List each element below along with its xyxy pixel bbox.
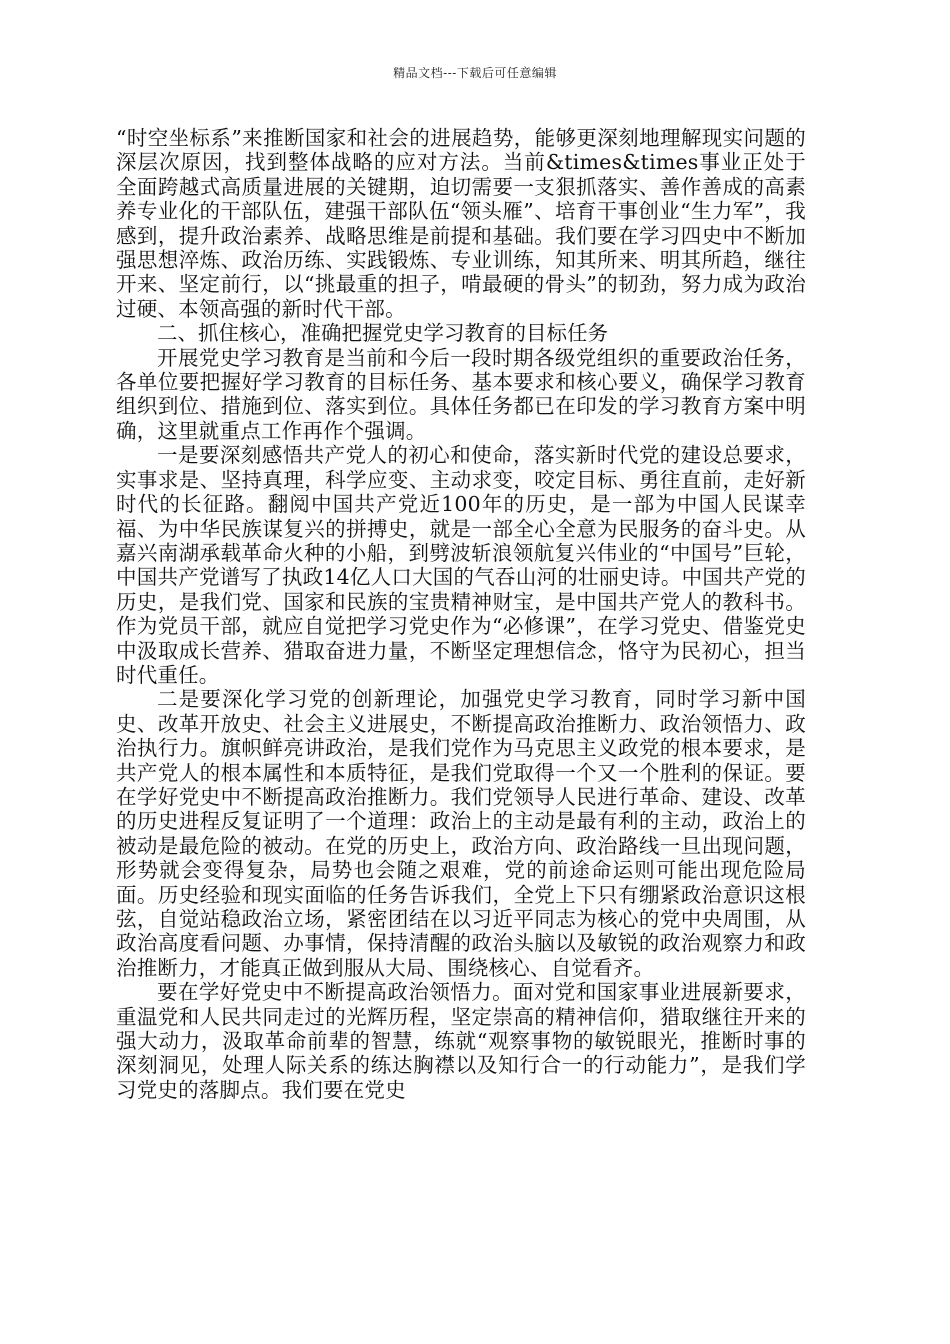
paragraph-5: 要在学好党史中不断提高政治领悟力。面对党和国家事业进展新要求，重温党和人民共同走过的光辉历程，坚定崇高的精神信仰，猎取继往开来的强大动力，汲取革命前辈的智慧，练就“观察事物的敏锐眼光，推断时事的深刻洞见，处理人际关系的练达胸襟以及知行合一的行动能力”，是我们学习党史的落脚点。我们要在党史 bbox=[116, 980, 806, 1102]
paragraph-4: 二是要深化学习党的创新理论，加强党史学习教育，同时学习新中国史、改革开放史、社会主义进展史，不断提高政治推断力、政治领悟力、政治执行力。旗帜鲜亮讲政治，是我们党作为马克思主义政党的根本要求，是共产党人的根本属性和本质特征，是我们党取得一个又一个胜利的保证。要在学好党史中不断提高政治推断力。我们党领导人民进行革命、建设、改革的历史进程反复证明了一个道理：政治上的主动是最有利的主动，政治上的被动是最危险的被动。在党的历史上，政治方向、政治路线一旦出现问题，形势就会变得复杂，局势也会随之艰难，党的前途命运则可能出现危险局面。历史经验和现实面临的任务告诉我们，全党上下只有绷紧政治意识这根弦，自觉站稳政治立场，紧密团结在以习近平同志为核心的党中央周围，从政治高度看问题、办事情，保持清醒的政治头脑以及敏锐的政治观察力和政治推断力，才能真正做到服从大局、围绕核心、自觉看齐。 bbox=[116, 687, 806, 980]
document-body bbox=[116, 126, 806, 1102]
paragraph-2: 开展党史学习教育是当前和今后一段时期各级党组织的重要政治任务，各单位要把握好学习教育的目标任务、基本要求和核心要义，确保学习教育组织到位、措施到位、落实到位。具体任务都已在印发的学习教育方案中明确，这里就重点工作再作个强调。 bbox=[116, 345, 806, 443]
page-header: 精品文档---下载后可任意编辑 bbox=[393, 66, 557, 80]
section-heading-2: 二、抓住核心，准确把握党史学习教育的目标任务 bbox=[157, 321, 608, 346]
paragraph-1: “时空坐标系”来推断国家和社会的进展趋势，能够更深刻地理解现实问题的深层次原因，找到整体战略的应对方法。当前&times&times事业正处于全面跨越式高质量进展的关键期，迫切需要一支狠抓落实、善作善成的高素养专业化的干部队伍，建强干部队伍“领头雁”、培育干事创业“生力军”，我感到，提升政治素养、战略思维是前提和基础。我们要在学习四史中不断加强思想淬炼、政治历练、实践锻炼、专业训练，知其所来、明其所趋，继往开来、坚定前行，以“挑最重的担子，啃最硬的骨头”的韧劲，努力成为政治过硬、本领高强的新时代干部。 bbox=[116, 126, 806, 321]
paragraph-3: 一是要深刻感悟共产党人的初心和使命，落实新时代党的建设总要求，实事求是、坚持真理，科学应变、主动求变，咬定目标、勇往直前，走好新时代的长征路。翻阅中国共产党近100年的历史，是一部为中国人民谋幸福、为中华民族谋复兴的拼搏史，就是一部全心全意为民服务的奋斗史。从嘉兴南湖承载革命火种的小船，到劈波斩浪领航复兴伟业的“中国号”巨轮，中国共产党谱写了执政14亿人口大国的气吞山河的壮丽史诗。中国共产党的历史，是我们党、国家和民族的宝贵精神财宝，是中国共产党人的教科书。作为党员干部，就应自觉把学习党史作为“必修课”，在学习党史、借鉴党史中汲取成长营养、猎取奋进力量，不断坚定理想信念，恪守为民初心，担当时代重任。 bbox=[116, 443, 806, 687]
